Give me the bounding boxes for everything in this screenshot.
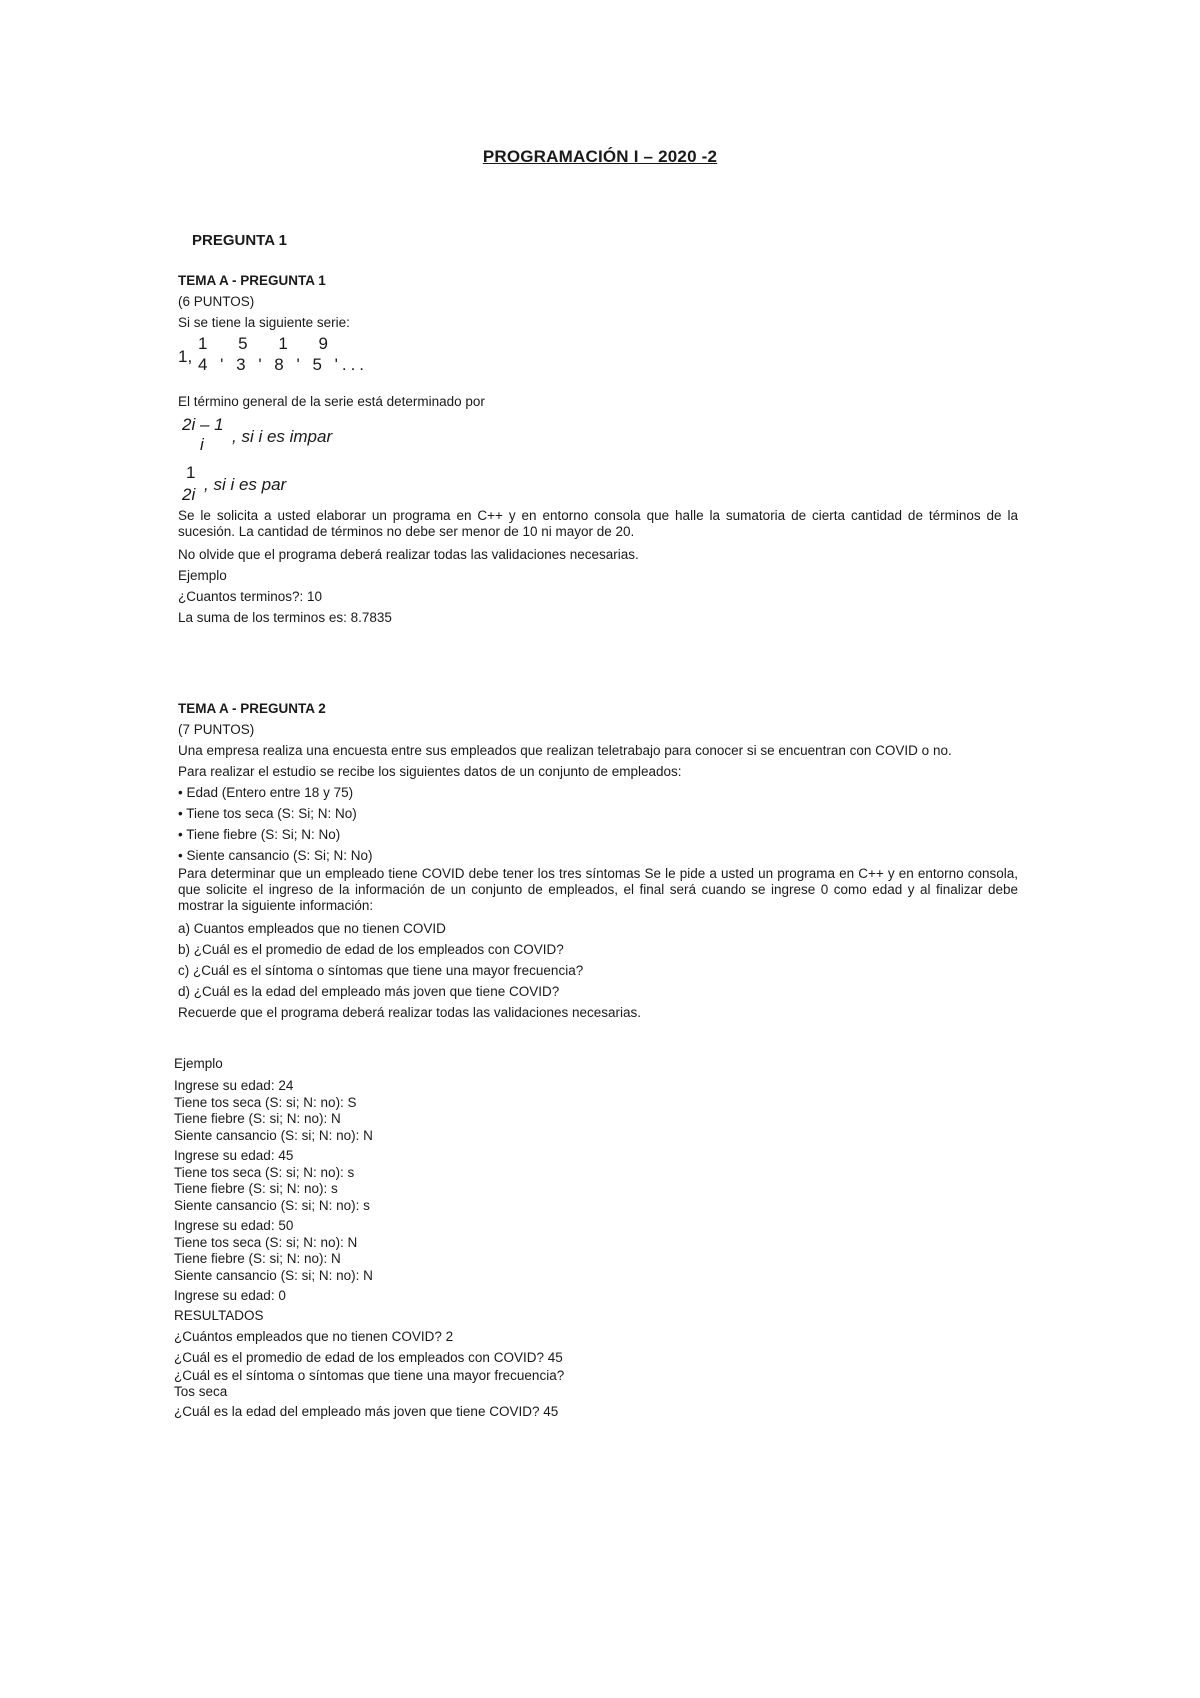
tema-a2-data-intro: Para realizar el estudio se recibe los siguientes datos de un conjunto de empleados: — [178, 764, 682, 779]
pregunta-heading: PREGUNTA 1 — [192, 232, 288, 249]
bullet-cansancio: • Siente cansancio (S: Si; N: No) — [178, 848, 373, 863]
tema-a2-points: (7 PUNTOS) — [178, 722, 255, 737]
series-expression — [178, 334, 1018, 379]
formula-even-denominator: 2i — [182, 485, 196, 504]
example-line: Ingrese su edad: 50 — [174, 1218, 294, 1233]
tema-a2-reminder: Recuerde que el programa deberá realizar todas las validaciones necesarias. — [178, 1005, 642, 1020]
example-line: Siente cansancio (S: si; N: no): N — [174, 1127, 373, 1143]
formula-odd-numerator: 2i – 1 — [182, 415, 224, 434]
question-c: c) ¿Cuál es el síntoma o síntomas que tiene una mayor frecuencia? — [178, 963, 584, 978]
example-line: Tiene tos seca (S: si; N: no): s — [174, 1164, 355, 1180]
example-line: Siente cansancio (S: si; N: no): N — [174, 1267, 373, 1283]
result-line: ¿Cuántos empleados que no tienen COVID? 2 — [174, 1328, 454, 1344]
result-line: ¿Cuál es la edad del empleado más joven que tiene COVID? 45 — [174, 1403, 559, 1419]
tema-a1-points: (6 PUNTOS) — [178, 294, 255, 309]
example-line: Tiene tos seca (S: si; N: no): S — [174, 1094, 357, 1110]
example-line: Ingrese su edad: 24 — [174, 1078, 294, 1093]
tema-a2-example-heading: Ejemplo — [174, 1056, 223, 1071]
question-b: b) ¿Cuál es el promedio de edad de los empleados con COVID? — [178, 942, 564, 957]
bullet-fiebre: • Tiene fiebre (S: Si; N: No) — [178, 827, 341, 842]
result-line: ¿Cuál es el síntoma o síntomas que tiene una mayor frecuencia? — [174, 1367, 565, 1383]
example-line: Tiene fiebre (S: si; N: no): s — [174, 1181, 338, 1196]
formula-odd — [178, 412, 1018, 462]
tema-a1-example-answer: La suma de los terminos es: 8.7835 — [178, 610, 392, 625]
tema-a1-heading: TEMA A - PREGUNTA 1 — [178, 273, 326, 288]
formula-even-condition: , si i es par — [204, 475, 287, 494]
formula-even — [178, 462, 1018, 508]
question-d: d) ¿Cuál es la edad del empleado más joven que tiene COVID? — [178, 984, 560, 999]
results-heading: RESULTADOS — [174, 1307, 264, 1323]
example-line: Tiene tos seca (S: si; N: no): N — [174, 1234, 358, 1250]
document-title: PROGRAMACIÓN I – 2020 -2 — [482, 147, 718, 166]
example-line: Ingrese su edad: 45 — [174, 1148, 294, 1163]
result-line: ¿Cuál es el promedio de edad de los empleados con COVID? 45 — [174, 1349, 563, 1365]
example-line: Tiene fiebre (S: si; N: no): N — [174, 1111, 341, 1126]
tema-a2-task: Para determinar que un empleado tiene COVID debe tener los tres síntomas Se le pide a usted un programa en C++ y en entorno consola, que solicite el ingreso de la información de un conjunto de empleados, el final será cuando se ingrese 0 como edad y al finalizar debe mostrar la siguiente información: — [178, 866, 1018, 913]
series-denominators: 4 ' 3 ' 8 ' 5 '... — [198, 355, 369, 374]
example-line: Ingrese su edad: 0 — [174, 1288, 286, 1303]
tema-a1-reminder: No olvide que el programa deberá realizar todas las validaciones necesarias. — [178, 547, 639, 562]
example-line: Tiene fiebre (S: si; N: no): N — [174, 1251, 341, 1266]
tema-a2-heading: TEMA A - PREGUNTA 2 — [178, 701, 326, 716]
tema-a1-intro: Si se tiene la siguiente serie: — [178, 315, 350, 330]
tema-a1-task: Se le solicita a usted elaborar un programa en C++ y en entorno consola que halle la sumatoria de cierta cantidad de términos de la sucesión. La cantidad de términos no debe ser menor de 10 ni mayor de 20. — [178, 508, 1018, 539]
tema-a-pregunta-1 — [178, 270, 1018, 628]
bullet-edad: • Edad (Entero entre 18 y 75) — [178, 785, 354, 800]
formula-even-numerator: 1 — [186, 463, 196, 482]
general-term-text: El término general de la serie está determinado por — [178, 394, 485, 409]
example-line: Siente cansancio (S: si; N: no): s — [174, 1197, 370, 1213]
formula-odd-condition: , si i es impar — [232, 427, 333, 446]
result-line: Tos seca — [174, 1384, 228, 1399]
tema-a2-intro: Una empresa realiza una encuesta entre sus empleados que realizan teletrabajo para conocer si se encuentran con COVID o no. — [178, 743, 952, 758]
tema-a1-example-question: ¿Cuantos terminos?: 10 — [178, 589, 323, 604]
tema-a1-example-heading: Ejemplo — [178, 568, 227, 583]
tema-a2-example — [174, 1053, 1014, 1422]
tema-a-pregunta-2 — [178, 698, 1018, 1023]
series-lead: 1, — [178, 347, 193, 366]
formula-odd-denominator: i — [200, 435, 204, 454]
bullet-tos-seca: • Tiene tos seca (S: Si; N: No) — [178, 806, 357, 821]
series-numerators: 1 5 1 9 — [198, 334, 341, 353]
question-a: a) Cuantos empleados que no tienen COVID — [178, 921, 446, 936]
